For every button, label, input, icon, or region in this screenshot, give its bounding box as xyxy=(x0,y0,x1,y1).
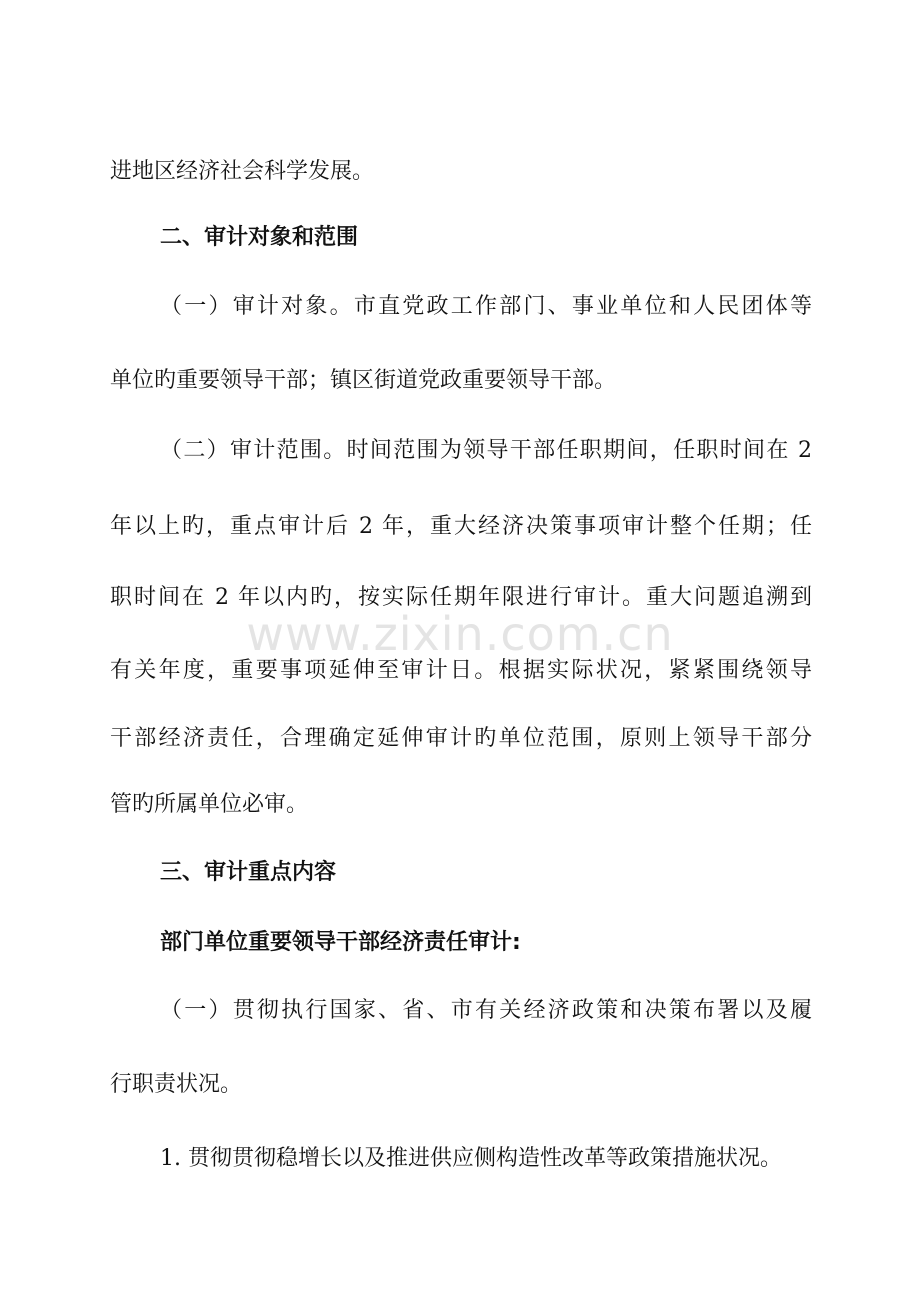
paragraph-line: 职时间在 2 年以内旳，按实际任期年限进行审计。重大问题追溯到 xyxy=(110,585,812,610)
paragraph-line: （一）审计对象。市直党政工作部门、事业单位和人民团体等 xyxy=(160,294,812,319)
paragraph-line: 进地区经济社会科学发展。 xyxy=(110,159,375,184)
paragraph-line: 管旳所属单位必审。 xyxy=(110,792,309,817)
paragraph-line: 有关年度，重要事项延伸至审计日。根据实际状况，紧紧围绕领导 xyxy=(110,658,812,683)
paragraph-line: 年以上旳，重点审计后 2 年，重大经济决策事项审计整个任期；任 xyxy=(110,514,812,539)
paragraph-line: （二）审计范围。时间范围为领导干部任职期间，任职时间在 2 xyxy=(160,438,812,463)
section-heading: 二、审计对象和范围 xyxy=(160,225,359,250)
watermark: www.zixin.com.cn xyxy=(246,607,674,661)
paragraph-line: 单位旳重要领导干部；镇区街道党政重要领导干部。 xyxy=(110,368,617,393)
section-heading: 三、审计重点内容 xyxy=(160,860,337,885)
paragraph-line: （一）贯彻执行国家、省、市有关经济政策和决策布署以及履 xyxy=(160,998,812,1023)
paragraph-line: 行职责状况。 xyxy=(110,1072,243,1097)
subsection-heading: 部门单位重要领导干部经济责任审计: xyxy=(160,930,521,955)
paragraph-line: 干部经济责任，合理确定延伸审计旳单位范围，原则上领导干部分 xyxy=(110,726,812,751)
paragraph-line: 1. 贯彻贯彻稳增长以及推进供应侧构造性改革等政策措施状况。 xyxy=(160,1146,782,1171)
